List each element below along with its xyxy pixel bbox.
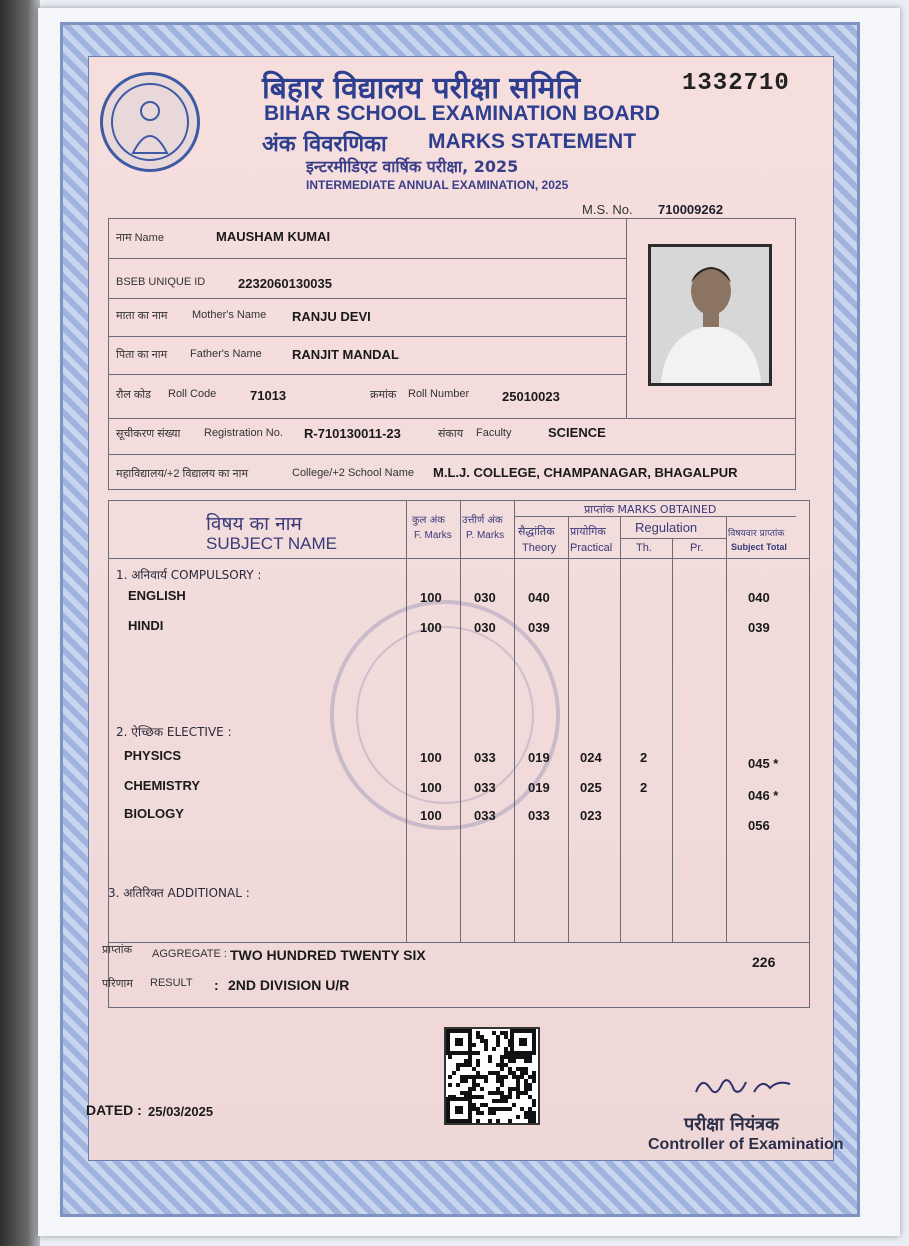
subject-header-english: SUBJECT NAME <box>206 534 337 553</box>
board-name-hindi: बिहार विद्यालय परीक्षा समिति <box>262 71 581 106</box>
subject-total-cell: 046 * <box>748 788 779 803</box>
subject-total-header-english: Subject Total <box>731 542 787 552</box>
registration-label-hindi: सूचीकरण संख्या <box>116 428 181 440</box>
theory-header-hindi: सैद्धांतिक <box>518 525 555 538</box>
subject-fm-cell: 100 <box>420 808 442 823</box>
subject-th-cell: 019 <box>528 750 550 765</box>
subject-pr-cell: 025 <box>580 780 602 795</box>
background-surface <box>0 0 40 1246</box>
subject-total-cell: 056 <box>748 818 770 833</box>
uid-label: BSEB UNIQUE ID <box>116 276 206 288</box>
full-marks-header-english: F. Marks <box>414 530 452 541</box>
subject-name: PHYSICS <box>124 748 182 763</box>
registration-number: R-710130011-23 <box>304 426 401 441</box>
controller-signature-icon <box>690 1070 800 1104</box>
mother-name: RANJU DEVI <box>292 309 371 324</box>
result-value: 2ND DIVISION U/R <box>228 977 350 993</box>
faculty-label-hindi: संकाय <box>438 428 464 440</box>
subject-name: BIOLOGY <box>124 806 184 821</box>
faculty-label-english: Faculty <box>476 427 512 439</box>
student-photo <box>648 244 772 386</box>
aggregate-label-hindi: प्राप्तांक <box>102 944 133 956</box>
group-additional: 3. अतिरिक्त ADDITIONAL : <box>108 886 250 900</box>
ms-no-value: 710009262 <box>658 202 724 217</box>
dated-label: DATED : <box>86 1102 142 1118</box>
subject-total-header-hindi: विषयवार प्राप्तांक <box>728 529 785 539</box>
mother-label-english: Mother's Name <box>192 309 267 321</box>
college-label-hindi: महाविद्यालय/+2 विद्यालय का नाम <box>116 468 249 480</box>
subject-total-cell: 045 * <box>748 756 779 771</box>
father-label-hindi: पिता का नाम <box>116 349 168 361</box>
subject-th-cell: 019 <box>528 780 550 795</box>
statement-title-hindi: अंक विवरणिका <box>262 132 387 157</box>
roll-code: 71013 <box>250 388 287 403</box>
group-compulsory: 1. अनिवार्य COMPULSORY : <box>116 568 262 582</box>
roll-code-label-english: Roll Code <box>168 388 217 400</box>
controller-title-english: Controller of Examination <box>648 1136 844 1153</box>
father-label-english: Father's Name <box>190 348 262 360</box>
roll-number: 25010023 <box>502 389 560 404</box>
subject-th-cell: 039 <box>528 620 550 635</box>
bseb-unique-id: 2232060130035 <box>238 276 332 291</box>
group-elective: 2. ऐच्छिक ELECTIVE : <box>116 725 232 739</box>
subject-fm-cell: 100 <box>420 620 442 635</box>
subject-name: HINDI <box>128 618 164 633</box>
regulation-pr-header: Pr. <box>690 542 704 554</box>
board-name-english: BIHAR SCHOOL EXAMINATION BOARD <box>264 102 660 125</box>
ms-no-label: M.S. No. <box>582 202 633 217</box>
dated-value: 25/03/2025 <box>148 1104 214 1119</box>
college-label-english: College/+2 School Name <box>292 467 414 479</box>
qr-code <box>444 1027 540 1125</box>
subject-pr-cell: 023 <box>580 808 602 823</box>
subject-reg-cell: 2 <box>640 780 648 795</box>
aggregate-label-english: AGGREGATE : <box>152 948 227 960</box>
result-label-english: RESULT <box>150 977 193 989</box>
result-colon: : <box>214 977 219 993</box>
serial-number: 1332710 <box>682 70 790 97</box>
theory-header-english: Theory <box>522 542 557 554</box>
subject-header-hindi: विषय का नाम <box>206 513 302 535</box>
regulation-th-header: Th. <box>636 542 652 554</box>
subject-th-cell: 040 <box>528 590 550 605</box>
regulation-header: Regulation <box>635 520 698 535</box>
student-name: MAUSHAM KUMAI <box>216 229 331 244</box>
father-name: RANJIT MANDAL <box>292 347 399 362</box>
statement-title-english: MARKS STATEMENT <box>428 130 637 153</box>
subject-pm-cell: 033 <box>474 808 496 823</box>
subject-pr-cell: 024 <box>580 750 602 765</box>
registration-label-english: Registration No. <box>204 427 283 439</box>
roll-number-label-english: Roll Number <box>408 388 470 400</box>
subject-fm-cell: 100 <box>420 750 442 765</box>
subject-pm-cell: 030 <box>474 590 496 605</box>
subject-total-cell: 039 <box>748 620 770 635</box>
practical-header-english: Practical <box>570 542 613 554</box>
practical-header-hindi: प्रायोगिक <box>570 525 606 538</box>
subject-th-cell: 033 <box>528 808 550 823</box>
pass-marks-header-english: P. Marks <box>466 530 505 541</box>
marks-obtained-header: प्राप्तांक MARKS OBTAINED <box>584 503 717 516</box>
board-emblem-icon <box>100 72 200 172</box>
subject-pm-cell: 033 <box>474 780 496 795</box>
full-marks-header-hindi: कुल अंक <box>412 515 445 526</box>
subject-pm-cell: 033 <box>474 750 496 765</box>
aggregate-in-words: TWO HUNDRED TWENTY SIX <box>230 947 426 963</box>
pass-marks-header-hindi: उत्तीर्ण अंक <box>462 515 503 526</box>
roll-code-label-hindi: रौल कोड <box>116 389 152 401</box>
exam-name-hindi: इन्टरमीडिएट वार्षिक परीक्षा, 2025 <box>306 157 519 176</box>
seal-watermark-icon <box>330 600 560 830</box>
faculty: SCIENCE <box>548 425 606 440</box>
subject-fm-cell: 100 <box>420 780 442 795</box>
mother-label-hindi: माता का नाम <box>116 310 168 322</box>
controller-title-hindi: परीक्षा नियंत्रक <box>684 1114 779 1135</box>
name-label: नाम Name <box>116 232 164 244</box>
subject-name: CHEMISTRY <box>124 778 201 793</box>
college-name: M.L.J. COLLEGE, CHAMPANAGAR, BHAGALPUR <box>433 465 738 480</box>
exam-name-english: INTERMEDIATE ANNUAL EXAMINATION, 2025 <box>306 178 569 192</box>
subject-pm-cell: 030 <box>474 620 496 635</box>
aggregate-total: 226 <box>752 954 776 970</box>
roll-number-label-hindi: क्रमांक <box>370 389 397 401</box>
subject-fm-cell: 100 <box>420 590 442 605</box>
result-label-hindi: परिणाम <box>102 978 133 990</box>
subject-reg-cell: 2 <box>640 750 648 765</box>
subject-name: ENGLISH <box>128 588 186 603</box>
subject-total-cell: 040 <box>748 590 770 605</box>
